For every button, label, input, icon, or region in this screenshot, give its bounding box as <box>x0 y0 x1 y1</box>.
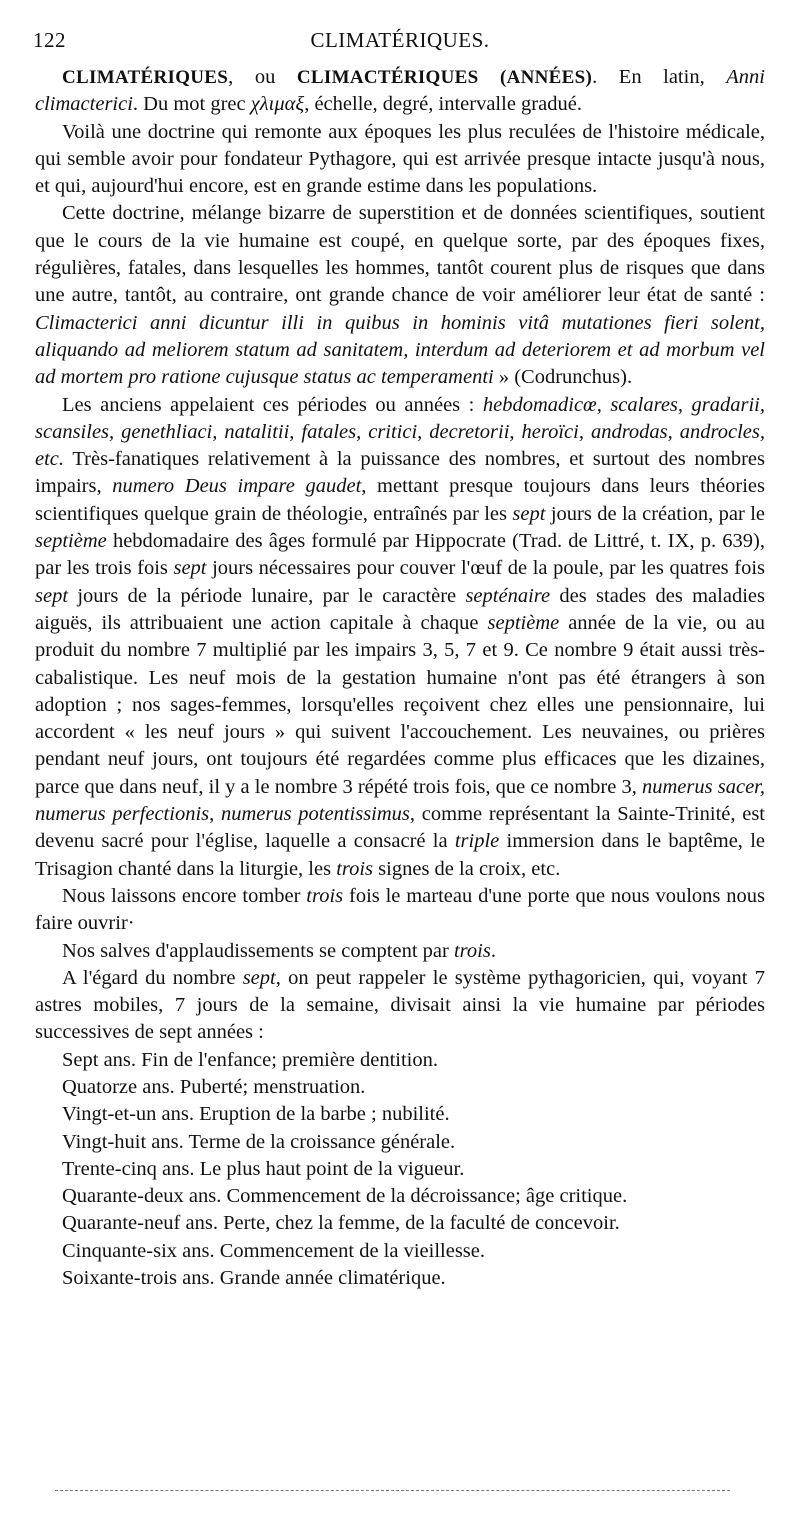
emphasis: trois <box>453 939 491 962</box>
paragraph-2 <box>35 200 765 391</box>
list-item: Quarante-neuf ans. Perte, chez la femme, de la faculté de concevoir. <box>62 1212 620 1235</box>
emphasis: septième <box>487 611 560 634</box>
head-connector: , ou <box>228 66 297 88</box>
list-item: Sept ans. Fin de l'enfance; première dentition. <box>62 1048 438 1071</box>
entry-text: . En latin, <box>592 66 727 88</box>
paragraph-3 <box>35 392 765 883</box>
paragraph-5 <box>35 938 765 965</box>
list-item: Vingt-et-un ans. Eruption de la barbe ; nubilité. <box>62 1103 450 1126</box>
page-number: 122 <box>33 28 66 52</box>
text-run: Nos salves d'applaudissements se comptent par <box>62 939 454 962</box>
emphasis: trois <box>306 884 344 907</box>
paragraph-4 <box>35 883 765 938</box>
list-item: Vingt-huit ans. Terme de la croissance générale. <box>62 1130 456 1153</box>
text-run: Cette doctrine, mélange bizarre de superstition et de données scientifiques, soutient que le cours de la vie humaine est coupé, en quelque sorte, par des époques fixes, régulières, fatales, dans lesquelles les hommes, tantôt courent plus de risques que dans une autre, tantôt, au contraire, ont grande chance de voir améliorer leur état de santé : <box>35 202 765 307</box>
emphasis: sept <box>242 966 276 989</box>
text-run: signes de la croix, etc. <box>373 857 561 880</box>
emphasis: sept <box>512 502 546 525</box>
emphasis: trois <box>336 857 374 880</box>
latin-quote: Climacterici anni dicuntur illi in quibus in hominis vitâ mutationes fieri solent, aliquando ad meliorem statum ad sanitatem, interdum ad deteriorem et ad morbum vel ad mortem pro ratione cujusque status ac temperamenti <box>35 311 765 389</box>
latin-terms: numerus sacer, numerus perfectionis, numerus potentissimus <box>35 775 766 826</box>
running-head <box>0 28 800 58</box>
text-run: immersion dans le baptême, le Trisagion chanté dans la liturgie, les <box>35 830 765 880</box>
text-run: , on peut rappeler le système pythagoricien, qui, voyant 7 astres mobiles, 7 jours de la semaine, divisait ainsi la vie humaine par périodes successives de sept années : <box>35 966 765 1044</box>
emphasis: triple <box>454 830 500 853</box>
text-run: Très-fanatiques relativement à la puissance des nombres, et surtout des nombres impairs, <box>35 448 765 498</box>
entry-text: . Du mot grec <box>132 93 251 116</box>
latin-terms: hebdomadicœ, scalares, gradarii, scansiles, genethliaci, natalitii, fatales, critici, decretorii, heroïci, androdas, androcles, etc. <box>35 393 765 471</box>
article-body <box>35 64 765 1292</box>
text-run: jours de la période lunaire, par le caractère <box>68 584 466 607</box>
emphasis: sept <box>173 557 207 580</box>
list-item: Soixante-trois ans. Grande année climatérique. <box>62 1267 446 1290</box>
text-run: hebdomadaire des âges formulé par Hippocrate (Trad. de Littré, t. IX, p. 639), par les trois fois <box>35 530 765 580</box>
running-title: CLIMATÉRIQUES. <box>310 28 490 52</box>
emphasis: sept <box>35 584 69 607</box>
entry-heading-paragraph <box>35 64 765 119</box>
greek-word: χλιμαξ <box>250 93 305 116</box>
list-item: Trente-cinq ans. Le plus haut point de la vigueur. <box>62 1157 465 1180</box>
latin-term: Anni climacterici <box>35 66 765 116</box>
text-run: jours de la création, par le <box>545 502 765 525</box>
emphasis: septénaire <box>465 584 551 607</box>
text-run: , comme représentant la Sainte-Trinité, est devenu sacré pour l'église, laquelle a consacré la <box>35 803 765 853</box>
text-run: jours nécessaires pour couver l'œuf de la poule, par les quatres fois <box>206 557 765 580</box>
paragraph-1: Voilà une doctrine qui remonte aux époques les plus reculées de l'histoire médicale, qui semble avoir pour fondateur Pythagore, qui est arrivée presque intacte jusqu'à nous, et qui, aujourd'hui encore, est en grande estime dans les populations. <box>35 120 765 198</box>
text-run: » (Codrunchus). <box>493 366 633 389</box>
text-run: A l'égard du nombre <box>62 966 243 989</box>
paragraph-6 <box>35 965 765 1047</box>
entry-text: , échelle, degré, intervalle gradué. <box>304 93 582 116</box>
text-run: des stades des maladies aiguës, ils attribuaient une action capitale à chaque <box>35 584 765 634</box>
list-item: Quatorze ans. Puberté; menstruation. <box>62 1075 366 1098</box>
list-item: Cinquante-six ans. Commencement de la vieillesse. <box>62 1239 485 1262</box>
text-run: année de la vie, ou au produit du nombre 7 multiplié par les impairs 3, 5, 7 et 9. Ce nombre 9 était aussi très-cabalistique. Les neuf mois de la gestation humaine n'ont pas été étrangers à son adoption ; nos sages-femmes, lorsqu'elles reçoivent chez elles une pensionnaire, lui accordent « les neuf jours » qui suivent l'accouchement. Les neuvaines, ou prières pendant neuf jours, ont toujours été regardées comme plus efficaces que les dizaines, parce que dans neuf, il y a le nombre 3 répété trois fois, que ce nombre 3, <box>35 611 765 798</box>
text-run: fois le marteau d'une porte que nous voulons nous faire ouvrir· <box>35 884 765 935</box>
latin-motto: numero Deus impare gaudet <box>112 475 362 498</box>
list-item: Quarante-deux ans. Commencement de la décroissance; âge critique. <box>62 1185 628 1208</box>
emphasis: septième <box>35 530 107 553</box>
life-periods-list <box>35 1047 765 1293</box>
footer-dashed-rule <box>55 1490 730 1491</box>
text-run: , mettant presque toujours dans leurs théories scientifiques quelque grain de théologie, entraînés par les <box>35 475 765 525</box>
head-word-qualifier: (ANNÉES) <box>478 67 593 88</box>
head-word-variant: CLIMACTÉRIQUES <box>296 67 479 88</box>
text-run: Les anciens appelaient ces périodes ou années : <box>62 393 483 416</box>
text-run: . <box>490 939 496 962</box>
head-word: CLIMATÉRIQUES <box>62 67 229 88</box>
text-run: Nous laissons encore tomber <box>62 884 307 907</box>
